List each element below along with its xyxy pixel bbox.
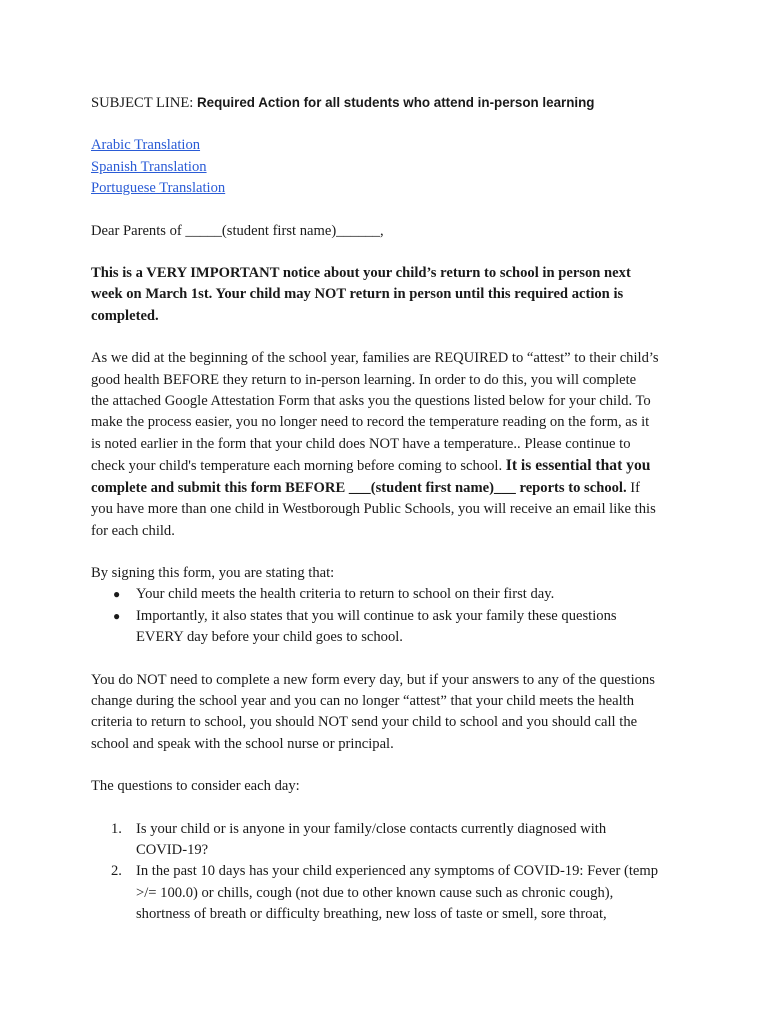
question-text: In the past 10 days has your child experienced any symptoms of COVID-19: Fever (temp xyxy=(136,863,659,880)
paragraph-line: is noted earlier in the form that your child does NOT have a temperature.. Please continue to xyxy=(91,435,631,452)
paragraph-line: As we did at the beginning of the school year, families are REQUIRED to “attest” to their child’s xyxy=(91,350,659,367)
bullet-icon: ● xyxy=(113,608,121,623)
greeting: Dear Parents of _____(student first name)______, xyxy=(91,222,384,239)
portuguese-translation-link[interactable]: Portuguese Translation xyxy=(91,180,226,197)
signing-bullet-list xyxy=(91,584,691,648)
question-text: COVID-19? xyxy=(136,841,209,858)
question-number: 1. xyxy=(111,820,122,837)
spanish-translation-link[interactable]: Spanish Translation xyxy=(91,158,207,175)
questions-list xyxy=(91,819,691,926)
attestation-paragraph xyxy=(91,348,691,542)
paragraph-line xyxy=(91,455,691,477)
list-item xyxy=(91,606,691,649)
arabic-translation-link[interactable]: Arabic Translation xyxy=(91,137,201,154)
list-item-text: Your child meets the health criteria to return to school on their first day. xyxy=(136,586,555,603)
paragraph-line: school and speak with the school nurse or principal. xyxy=(91,735,394,752)
question-item xyxy=(91,819,691,862)
questions-intro: The questions to consider each day: xyxy=(91,778,300,795)
paragraph-line: good health BEFORE they return to in-person learning. In order to do this, you will complete xyxy=(91,371,637,388)
paragraph-line: criteria to return to school, you should NOT send your child to school and you should call the xyxy=(91,714,638,731)
signing-section xyxy=(91,563,691,649)
question-text: Is your child or is anyone in your family/close contacts currently diagnosed with xyxy=(136,820,607,837)
paragraph-line: the attached Google Attestation Form that asks you the questions listed below for your child. To xyxy=(91,393,651,410)
important-notice xyxy=(91,263,691,327)
question-text: >/= 100.0) or chills, cough (not due to other known cause such as chronic cough), xyxy=(136,884,614,901)
paragraph-line: change during the school year and you can no longer “attest” that your child meets the health xyxy=(91,692,635,709)
question-item xyxy=(91,861,691,925)
daily-answers-paragraph xyxy=(91,670,691,756)
signing-intro: By signing this form, you are stating that: xyxy=(91,564,335,581)
notice-line: completed. xyxy=(91,307,159,324)
subject-label: SUBJECT LINE: xyxy=(91,95,197,111)
paragraph-line: you have more than one child in Westborough Public Schools, you will receive an email like this xyxy=(91,501,656,518)
question-number: 2. xyxy=(111,863,122,880)
question-text: shortness of breath or difficulty breathing, new loss of taste or smell, sore throat, xyxy=(136,906,607,923)
paragraph-text: check your child's temperature each morning before coming to school. xyxy=(91,458,506,475)
paragraph-line xyxy=(91,478,691,499)
list-item-text: Importantly, it also states that you will continue to ask your family these questions xyxy=(136,607,617,624)
translation-links xyxy=(91,135,691,199)
paragraph-text: If xyxy=(626,479,640,496)
document-page xyxy=(91,92,691,926)
bullet-icon: ● xyxy=(113,587,121,602)
subject-text: Required Action for all students who attend in-person learning xyxy=(196,95,595,110)
list-item xyxy=(91,584,691,605)
notice-line: This is a VERY IMPORTANT notice about your child’s return to school in person next xyxy=(91,265,631,282)
paragraph-line: for each child. xyxy=(91,522,175,539)
subject-line xyxy=(91,92,691,114)
essential-emphasis: complete and submit this form BEFORE ___(student first name)___ reports to school. xyxy=(91,479,627,496)
list-item-text: EVERY day before your child goes to school. xyxy=(136,629,403,646)
paragraph-line: You do NOT need to complete a new form every day, but if your answers to any of the questions xyxy=(91,671,655,688)
essential-emphasis: It is essential that you xyxy=(505,457,651,475)
paragraph-line: make the process easier, you no longer need to record the temperature reading on the form, as it xyxy=(91,414,650,431)
notice-line: week on March 1st. Your child may NOT return in person until this required action is xyxy=(91,286,624,303)
